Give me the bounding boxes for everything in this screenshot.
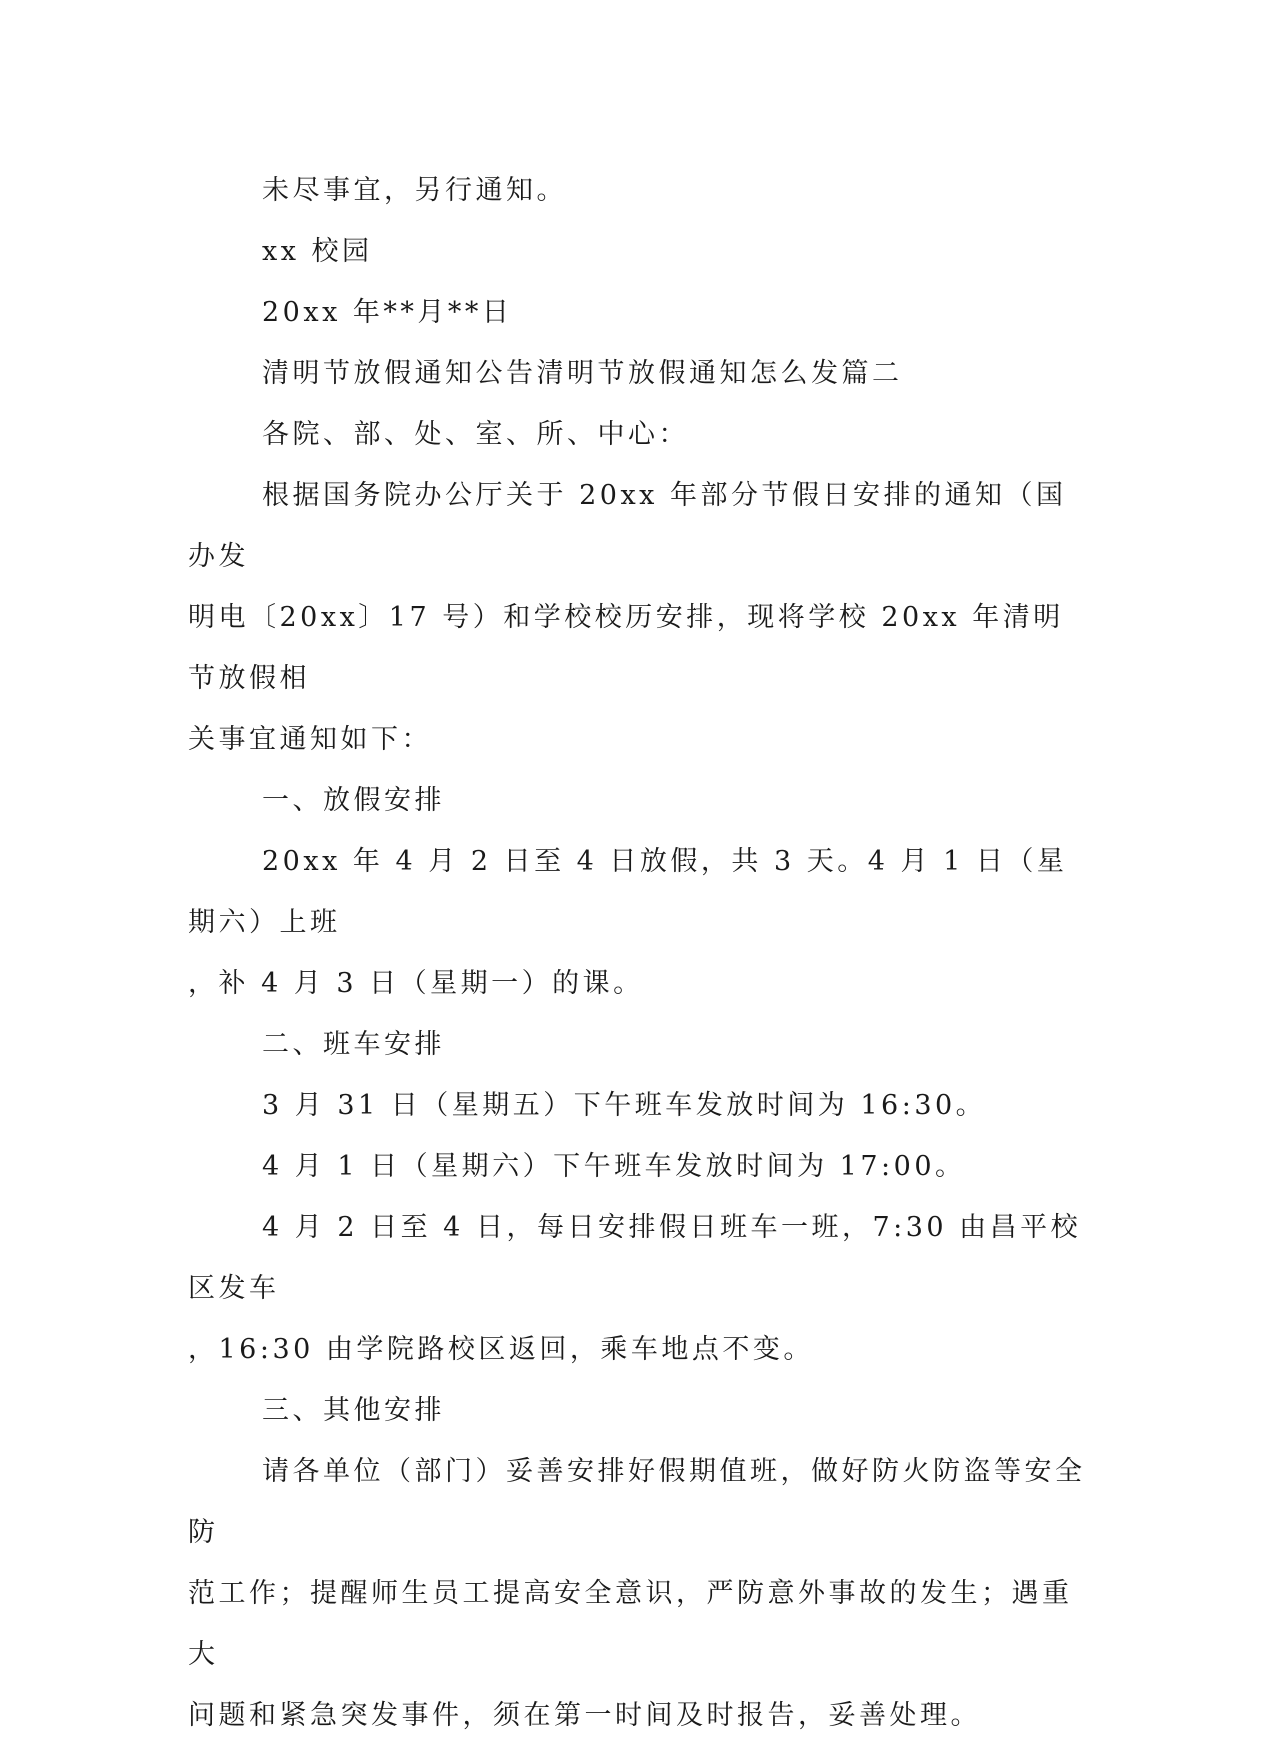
text-line: 4 月 1 日（星期六）下午班车发放时间为 17:00。 — [262, 1151, 966, 1182]
paragraph-heading-other — [188, 1380, 1088, 1441]
text-line: 一、放假安排 — [262, 785, 445, 816]
paragraph-date — [188, 282, 1088, 343]
text-line: 3 月 31 日（星期五）下午班车发放时间为 16:30。 — [262, 1090, 987, 1121]
text-line: 明电〔20xx〕17 号）和学校校历安排，现将学校 20xx 年清明节放假相 — [188, 602, 1064, 694]
text-line: 三、其他安排 — [262, 1395, 445, 1426]
text-line: 请各单位（部门）妥善安排好假期值班，做好防火防盗等安全防 — [188, 1456, 1086, 1548]
text-line: 问题和紧急突发事件，须在第一时间及时报告，妥善处理。 — [188, 1700, 981, 1731]
paragraph-holiday-details — [188, 831, 1088, 1014]
paragraph-shuttle-mar31 — [188, 1075, 1088, 1136]
text-line: ，补 4 月 3 日（星期一）的课。 — [188, 968, 644, 999]
text-line: 清明节放假通知公告清明节放假通知怎么发篇二 — [262, 358, 903, 389]
text-line: 各院、部、处、室、所、中心： — [262, 419, 689, 450]
text-line: 20xx 年**月**日 — [262, 297, 513, 328]
text-line: 根据国务院办公厅关于 20xx 年部分节假日安排的通知（国办发 — [188, 480, 1067, 572]
text-line: 20xx 年 4 月 2 日至 4 日放假，共 3 天。4 月 1 日（星期六）上班 — [188, 846, 1068, 938]
text-line: 4 月 2 日至 4 日，每日安排假日班车一班，7:30 由昌平校区发车 — [188, 1212, 1082, 1304]
paragraph-heading-shuttle — [188, 1014, 1088, 1075]
paragraph-intro — [188, 465, 1088, 770]
document-body — [188, 160, 1088, 1746]
text-line: 范工作；提醒师生员工提高安全意识，严防意外事故的发生；遇重大 — [188, 1578, 1073, 1670]
text-line: ，16:30 由学院路校区返回，乘车地点不变。 — [188, 1334, 814, 1365]
paragraph-section-title — [188, 343, 1088, 404]
text-line: 二、班车安排 — [262, 1029, 445, 1060]
paragraph-other-details — [188, 1441, 1088, 1746]
paragraph-shuttle-holiday — [188, 1197, 1088, 1380]
paragraph-signature — [188, 221, 1088, 282]
paragraph-closing-note — [188, 160, 1088, 221]
paragraph-shuttle-apr1 — [188, 1136, 1088, 1197]
paragraph-heading-holiday — [188, 770, 1088, 831]
text-line: 未尽事宜，另行通知。 — [262, 175, 567, 206]
text-line: 关事宜通知如下： — [188, 724, 432, 755]
text-line: xx 校园 — [262, 236, 373, 267]
paragraph-addressee — [188, 404, 1088, 465]
